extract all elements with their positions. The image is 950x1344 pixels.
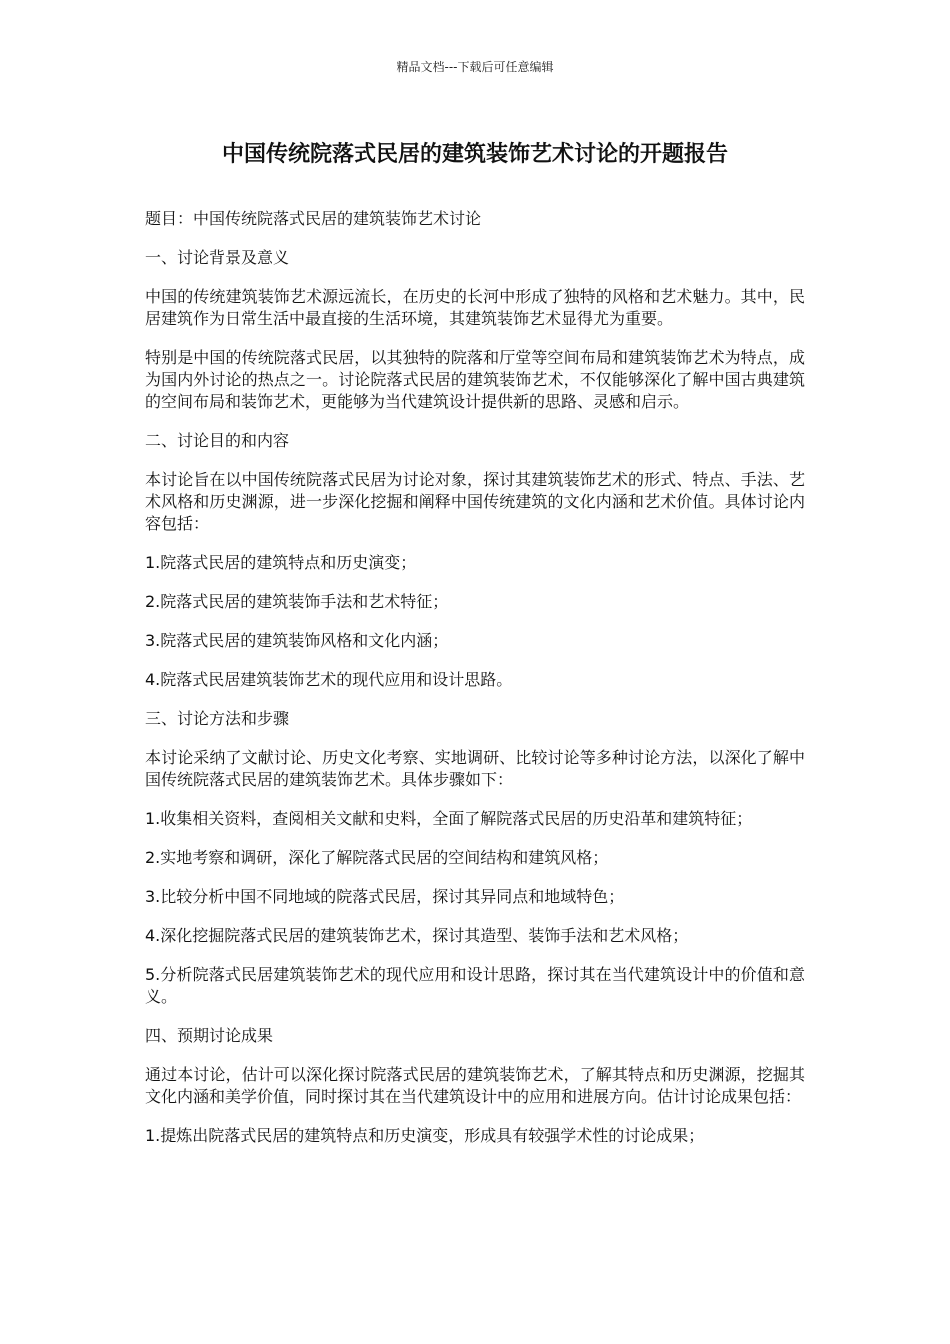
list-item: 3.比较分析中国不同地域的院落式民居，探讨其异同点和地域特色； xyxy=(145,887,625,906)
list-item: 2.院落式民居的建筑装饰手法和艺术特征； xyxy=(145,592,449,611)
paragraph: 中国的传统建筑装饰艺术源远流长，在历史的长河中形成了独特的风格和艺术魅力。其中，民居建筑作为日常生活中最直接的生活环境，其建筑装饰艺术显得尤为重要。 xyxy=(145,287,805,328)
subject-line: 题目：中国传统院落式民居的建筑装饰艺术讨论 xyxy=(145,209,482,228)
section-heading-results: 四、预期讨论成果 xyxy=(145,1026,274,1045)
section-heading-purpose: 二、讨论目的和内容 xyxy=(145,431,290,450)
list-item: 3.院落式民居的建筑装饰风格和文化内涵； xyxy=(145,631,449,650)
paragraph: 本讨论采纳了文献讨论、历史文化考察、实地调研、比较讨论等多种讨论方法，以深化了解中国传统院落式民居的建筑装饰艺术。具体步骤如下： xyxy=(145,748,805,789)
list-item: 1.提炼出院落式民居的建筑特点和历史演变，形成具有较强学术性的讨论成果； xyxy=(145,1126,705,1145)
list-item: 4.院落式民居建筑装饰艺术的现代应用和设计思路。 xyxy=(145,670,513,689)
section-heading-method: 三、讨论方法和步骤 xyxy=(145,709,290,728)
list-item: 4.深化挖掘院落式民居的建筑装饰艺术，探讨其造型、装饰手法和艺术风格； xyxy=(145,926,689,945)
header-note: 精品文档---下载后可任意编辑 xyxy=(396,60,554,74)
list-item: 1.院落式民居的建筑特点和历史演变； xyxy=(145,553,417,572)
list-item: 2.实地考察和调研，深化了解院落式民居的空间结构和建筑风格； xyxy=(145,848,609,867)
paragraph: 通过本讨论，估计可以深化探讨院落式民居的建筑装饰艺术，了解其特点和历史渊源，挖掘其文化内涵和美学价值，同时探讨其在当代建筑设计中的应用和进展方向。估计讨论成果包括： xyxy=(145,1065,805,1106)
list-item: 1.收集相关资料，查阅相关文献和史料，全面了解院落式民居的历史沿革和建筑特征； xyxy=(145,809,753,828)
paragraph: 本讨论旨在以中国传统院落式民居为讨论对象，探讨其建筑装饰艺术的形式、特点、手法、艺术风格和历史渊源，进一步深化挖掘和阐释中国传统建筑的文化内涵和艺术价值。具体讨论内容包括： xyxy=(145,470,805,533)
paragraph: 特别是中国的传统院落式民居，以其独特的院落和厅堂等空间布局和建筑装饰艺术为特点，成为国内外讨论的热点之一。讨论院落式民居的建筑装饰艺术，不仅能够深化了解中国古典建筑的空间布局和装饰艺术，更能够为当代建筑设计提供新的思路、灵感和启示。 xyxy=(145,348,805,411)
document-body xyxy=(145,208,805,1164)
section-heading-background: 一、讨论背景及意义 xyxy=(145,248,290,267)
list-item: 5.分析院落式民居建筑装饰艺术的现代应用和设计思路，探讨其在当代建筑设计中的价值和意义。 xyxy=(145,965,805,1006)
document-title: 中国传统院落式民居的建筑装饰艺术讨论的开题报告 xyxy=(221,142,728,167)
